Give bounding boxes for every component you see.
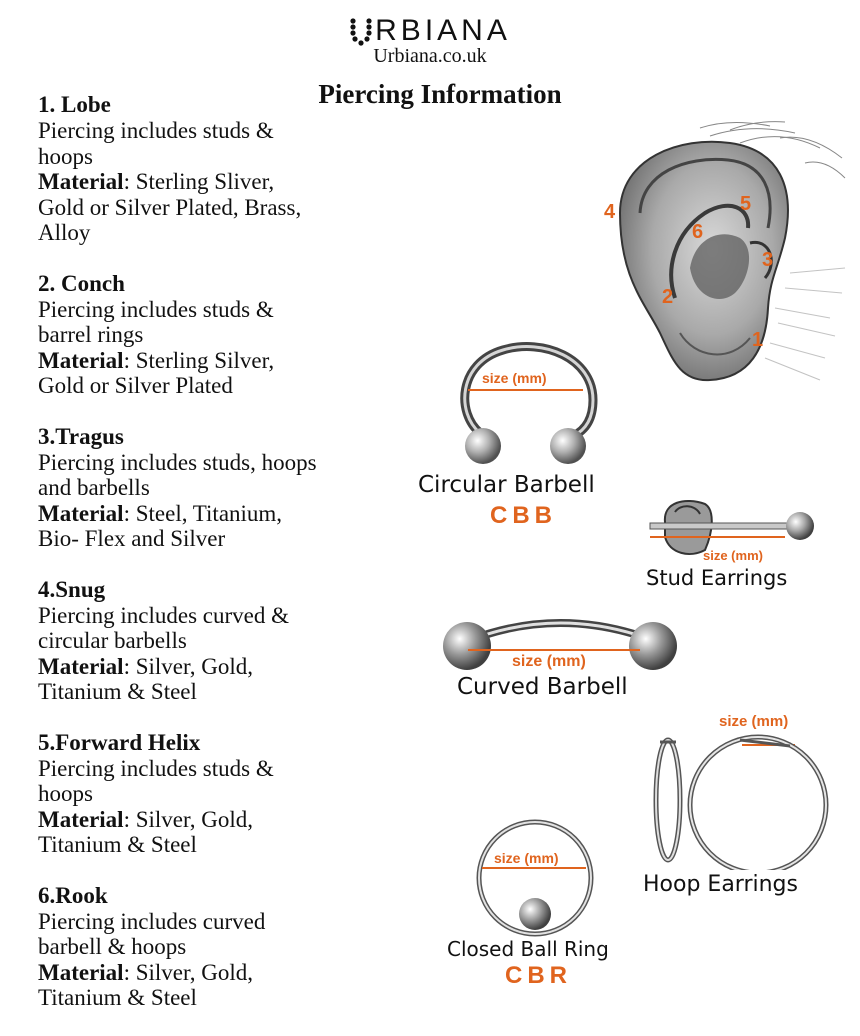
ear-marker-4: 4: [604, 201, 616, 223]
material-text: : Sterling Sliver,: [123, 169, 275, 194]
material-label: Material: [38, 500, 124, 526]
material-text: Alloy: [38, 220, 91, 245]
section-line: Piercing includes studs &: [38, 296, 274, 322]
section-line: Piercing includes studs &: [38, 118, 274, 143]
section-lobe: [38, 92, 418, 246]
brand-logo: [0, 14, 860, 48]
material-text: : Silver, Gold,: [123, 653, 253, 679]
section-line: hoops: [38, 143, 93, 169]
material-text: : Sterling Silver,: [123, 347, 275, 373]
material-text: Gold or Silver Plated: [38, 373, 233, 398]
circular-barbell-label: Circular Barbell: [418, 472, 595, 498]
section-heading: 4.Snug: [38, 576, 106, 602]
circular-barbell-code: CBB: [490, 502, 557, 529]
section-line: Piercing includes studs, hoops: [38, 449, 317, 475]
material-text: Titanium & Steel: [38, 985, 197, 1010]
circular-barbell-image: [448, 338, 608, 468]
ear-marker-5: 5: [740, 193, 752, 215]
brand-name: RBIANA: [375, 14, 511, 47]
material-label: Material: [38, 169, 124, 194]
piercing-list: [38, 92, 418, 1036]
material-text: : Silver, Gold,: [123, 806, 253, 832]
section-heading: 2. Conch: [38, 270, 125, 296]
brand-header: [0, 14, 860, 66]
material-line: [38, 501, 418, 527]
section-heading: 1. Lobe: [38, 92, 111, 117]
material-label: Material: [38, 347, 124, 373]
section-forward-helix: [38, 730, 418, 858]
section-line: Piercing includes curved: [38, 908, 266, 934]
section-tragus: [38, 424, 418, 552]
section-line: Piercing includes studs &: [38, 755, 274, 781]
section-line: barbell & hoops: [38, 934, 187, 959]
material-line: [38, 807, 418, 833]
section-line: hoops: [38, 781, 93, 806]
section-heading: 3.Tragus: [38, 423, 124, 449]
hoop-earrings-size: size (mm): [719, 713, 789, 730]
closed-ball-ring-size: size (mm): [494, 850, 559, 866]
curved-barbell-label: Curved Barbell: [457, 674, 628, 700]
brand-url: Urbiana.co.uk: [373, 45, 487, 67]
logo-u-mark: [349, 17, 373, 47]
material-text: : Steel, Titanium,: [123, 500, 283, 526]
material-text: Titanium & Steel: [38, 832, 197, 857]
section-snug: [38, 577, 418, 705]
ear-marker-1: 1: [752, 329, 764, 351]
stud-earrings-label: Stud Earrings: [646, 566, 788, 590]
section-line: circular barbells: [38, 628, 187, 653]
closed-ball-ring-code: CBR: [505, 962, 572, 989]
ear-illustration: [580, 118, 850, 413]
section-heading: 5.Forward Helix: [38, 729, 201, 755]
hoop-earrings-image: [650, 730, 830, 870]
material-label: Material: [38, 653, 124, 679]
stud-earrings-size: size (mm): [703, 548, 763, 563]
material-label: Material: [38, 806, 124, 832]
section-rook: [38, 883, 418, 1011]
section-line: Piercing includes curved &: [38, 602, 290, 628]
closed-ball-ring-label: Closed Ball Ring: [447, 937, 609, 961]
section-line: and barbells: [38, 475, 150, 500]
page-title: Piercing Information: [318, 79, 562, 109]
section-conch: [38, 271, 418, 399]
material-text: Bio- Flex and Silver: [38, 526, 226, 551]
ear-marker-2: 2: [662, 286, 674, 308]
material-text: : Silver, Gold,: [123, 959, 253, 985]
section-heading: 6.Rook: [38, 882, 108, 908]
section-line: barrel rings: [38, 322, 144, 347]
ear-marker-6: 6: [692, 221, 704, 243]
ear-marker-3: 3: [762, 249, 774, 271]
closed-ball-ring-image: [468, 818, 603, 940]
curved-barbell-size: size (mm): [512, 653, 586, 670]
material-label: Material: [38, 959, 124, 985]
curved-barbell-image: [440, 612, 685, 682]
material-line: [38, 169, 418, 195]
material-line: [38, 960, 418, 986]
circular-barbell-size: size (mm): [482, 370, 547, 386]
material-line: [38, 348, 418, 374]
hoop-earrings-label: Hoop Earrings: [643, 872, 798, 897]
material-line: [38, 654, 418, 680]
material-text: Gold or Silver Plated, Brass,: [38, 194, 302, 220]
material-text: Titanium & Steel: [38, 679, 197, 704]
